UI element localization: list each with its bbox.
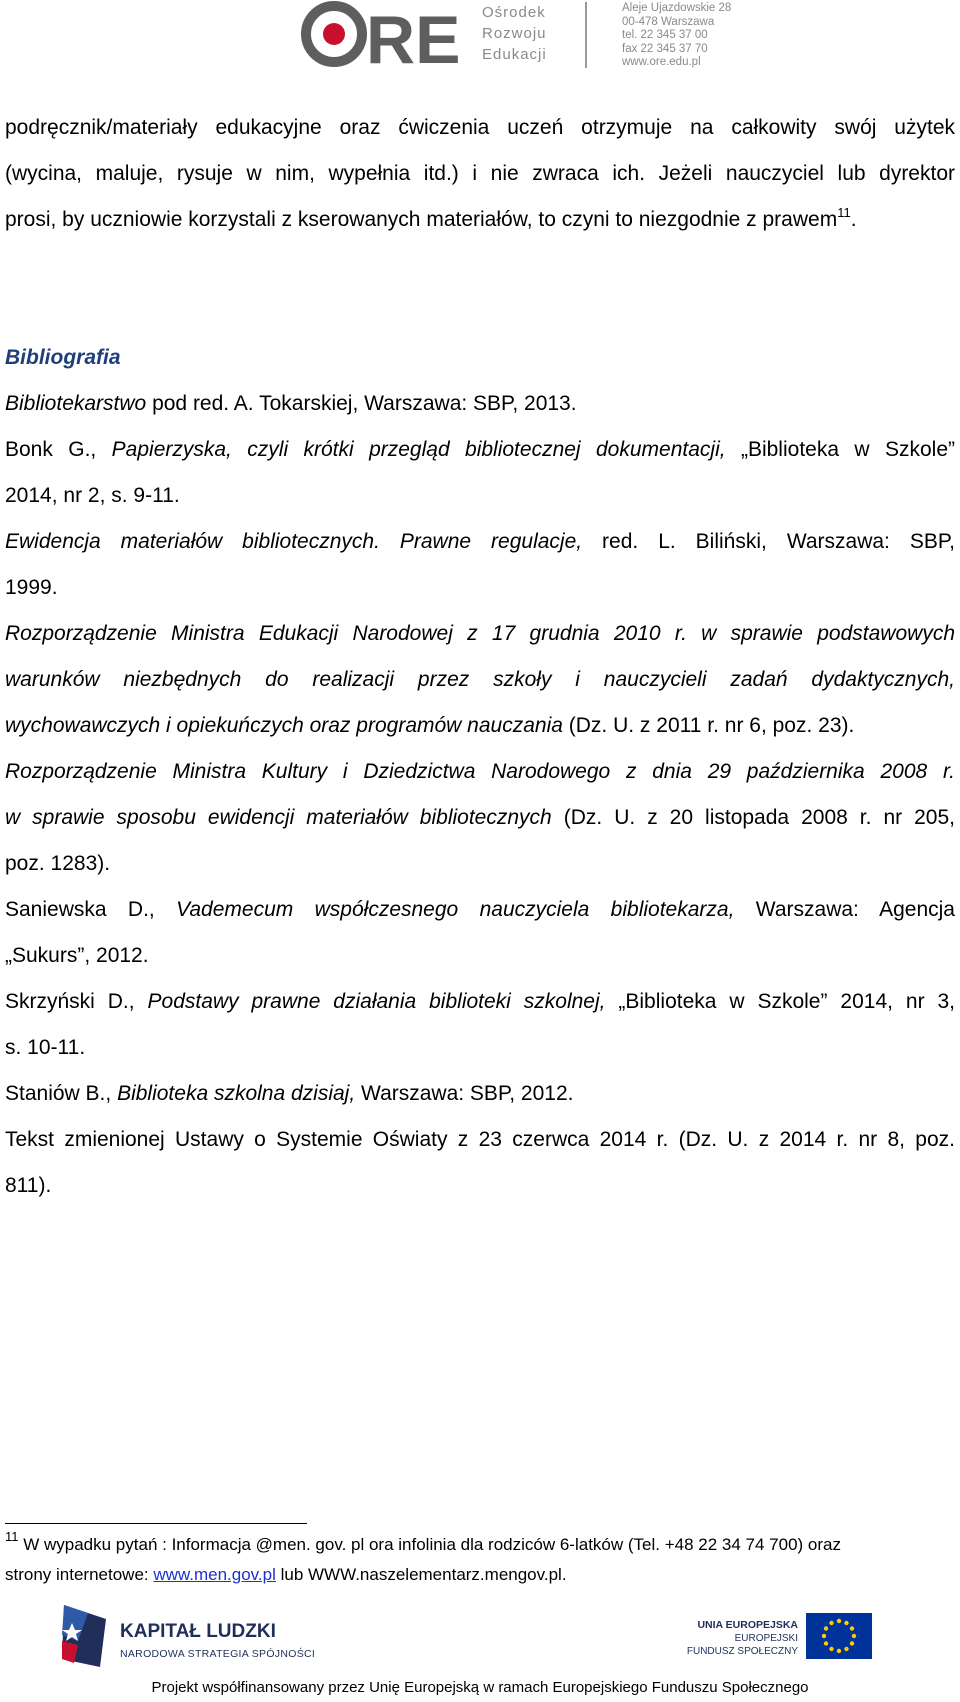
eu-flag-icon [806,1613,872,1659]
eu-label-line: FUNDUSZ SPOŁECZNY [686,1646,798,1657]
entry-author: Saniewska D., [5,898,155,921]
bibliography-entry-continuation: s. 10-11. [5,1036,86,1059]
entry-details: (Dz. U. z 2011 r. nr 6, poz. 23). [562,714,855,737]
men-gov-link[interactable]: www.men.gov.pl [153,1565,276,1584]
eu-star-icon [837,1619,841,1623]
entry-title: Vademecum współczesnego nauczyciela bibliotekarza, [154,898,735,921]
institution-line: Rozwoju [482,25,547,42]
eu-star-icon [837,1649,841,1653]
eu-label-line: UNIA EUROPEJSKA [697,1619,798,1631]
institution-address [622,2,731,70]
intro-text: prosi, by uczniowie korzystali z kserowanych materiałów, to czyni to niezgodnie z prawem [5,208,838,231]
address-line: tel. 22 345 37 00 [622,29,708,41]
entry-details: „Biblioteka w Szkole” 2014, nr 3, [605,990,955,1013]
intro-line: podręcznik/materiały edukacyjne oraz ćwiczenia uczeń otrzymuje na całkowity swój użytek [5,116,955,139]
footnote-reference[interactable]: 11 [837,205,851,220]
address-line: Aleje Ujazdowskie 28 [622,2,732,14]
entry-author: Bonk G., [5,438,97,461]
entry-details: Warszawa: Agencja [734,898,955,921]
eu-star-icon [844,1647,848,1651]
intro-text: . [850,208,857,231]
entry-title: Papierzyska, czyli krótki przegląd bibliotecznej dokumentacji, [96,438,726,461]
bibliography-entry [5,427,955,473]
address-line: 00-478 Warszawa [622,15,715,28]
bibliography-entry-continuation: 2014, nr 2, s. 9-11. [5,484,180,507]
entry-title: Biblioteka szkolna dzisiaj, [111,1082,356,1105]
bibliography-entry: Tekst zmienionej Ustawy o Systemie Oświaty z 23 czerwca 2014 r. (Dz. U. z 2014 r. nr 8, poz. [5,1128,955,1151]
eu-label-line: EUROPEJSKI [734,1633,798,1644]
bibliography-entry [5,519,955,565]
bibliography-entry [5,611,955,657]
address-line: www.ore.edu.pl [622,56,701,68]
footnote-text: W wypadku pytań : Informacja @men. gov. pl ora infolinia dla rodziców 6-latków (Tel. +48 22 34 74 700) oraz [18,1535,841,1554]
bibliography-entry [5,1071,955,1117]
eu-star-icon [850,1626,854,1630]
ore-logo [300,0,468,70]
footnote-separator [5,1523,307,1524]
header-divider [585,2,587,68]
eu-star-icon [829,1621,833,1625]
entry-title: Rozporządzenie Ministra Kultury i Dziedzictwa Narodowego z dnia 29 października 2008 r. [5,760,955,783]
bibliography-entry [5,887,955,933]
bibliography-entry-continuation: „Sukurs”, 2012. [5,944,149,967]
entry-title: Bibliotekarstwo [5,392,147,415]
eu-star-icon [850,1641,854,1645]
institution-line: Ośrodek [482,4,546,21]
entry-details: „Biblioteka w Szkole” [725,438,955,461]
institution-name [482,2,547,65]
eu-star-icon [824,1626,828,1630]
bibliography-entry-continuation: 1999. [5,576,58,599]
page-footer [0,1595,960,1702]
kapital-ludzki-subtitle: NARODOWA STRATEGIA SPÓJNOŚCI [120,1648,316,1660]
entry-details: Warszawa: SBP, 2012. [355,1082,574,1105]
entry-author: Staniów B., [5,1082,112,1105]
svg-text:RE: RE [366,2,461,70]
bibliography-entry [5,381,955,427]
entry-details: (Dz. U. z 20 listopada 2008 r. nr 205, [551,806,955,829]
entry-title: Podstawy prawne działania biblioteki szkolnej, [134,990,606,1013]
entry-title: w sprawie sposobu ewidencji materiałów bibliotecznych [5,806,552,829]
intro-paragraph [5,105,955,243]
entry-details: pod red. A. Tokarskiej, Warszawa: SBP, 2013. [146,392,577,415]
eu-fund-label [680,1619,798,1658]
entry-title: warunków niezbędnych do realizacji przez szkoły i nauczycieli zadań dydaktycznych, [5,668,955,691]
address-line: fax 22 345 37 70 [622,42,708,55]
footnote-text: strony internetowe: [5,1565,154,1584]
bibliography-entry-continuation [5,795,955,841]
bibliography-heading: Bibliografia [5,346,121,369]
institution-line: Edukacji [482,46,547,63]
entry-title: Ewidencja materiałów bibliotecznych. Prawne regulacje, [5,530,583,553]
bibliography-entry-continuation: 811). [5,1174,52,1197]
page-header [300,0,740,72]
bibliography-entry [5,979,955,1025]
bibliography-entry [5,749,955,795]
kapital-ludzki-logo-icon [60,1601,112,1671]
footnote-number: 11 [5,1529,19,1544]
footnote-text: lub WWW.naszelementarz.mengov.pl. [275,1565,567,1584]
footnote-line [5,1530,955,1560]
entry-title: wychowawczych i opiekuńczych oraz programów nauczania [5,714,563,737]
eu-star-icon [844,1621,848,1625]
entry-details: red. L. Biliński, Warszawa: SBP, [582,530,955,553]
footnote [5,1530,955,1590]
eu-star-icon [852,1634,856,1638]
eu-star-icon [824,1641,828,1645]
entry-author: Skrzyński D., [5,990,135,1013]
intro-line [5,197,955,243]
bibliography-section [5,335,955,1209]
footnote-line [5,1560,955,1590]
bibliography-entry-continuation [5,657,955,703]
kapital-ludzki-title: KAPITAŁ LUDZKI [120,1621,276,1642]
eu-star-icon [829,1647,833,1651]
entry-title: Rozporządzenie Ministra Edukacji Narodowej z 17 grudnia 2010 r. w sprawie podstawowych [5,622,955,645]
bibliography-entry-continuation: poz. 1283). [5,852,111,875]
eu-star-icon [822,1634,826,1638]
cofinancing-note: Projekt współfinansowany przez Unię Europejską w ramach Europejskiego Funduszu Społecznego [151,1679,809,1696]
intro-line: (wycina, maluje, rysuje w nim, wypełnia itd.) i nie zwraca ich. Jeżeli nauczyciel lub dyrektor [5,162,955,185]
bibliography-entry-continuation [5,703,955,749]
